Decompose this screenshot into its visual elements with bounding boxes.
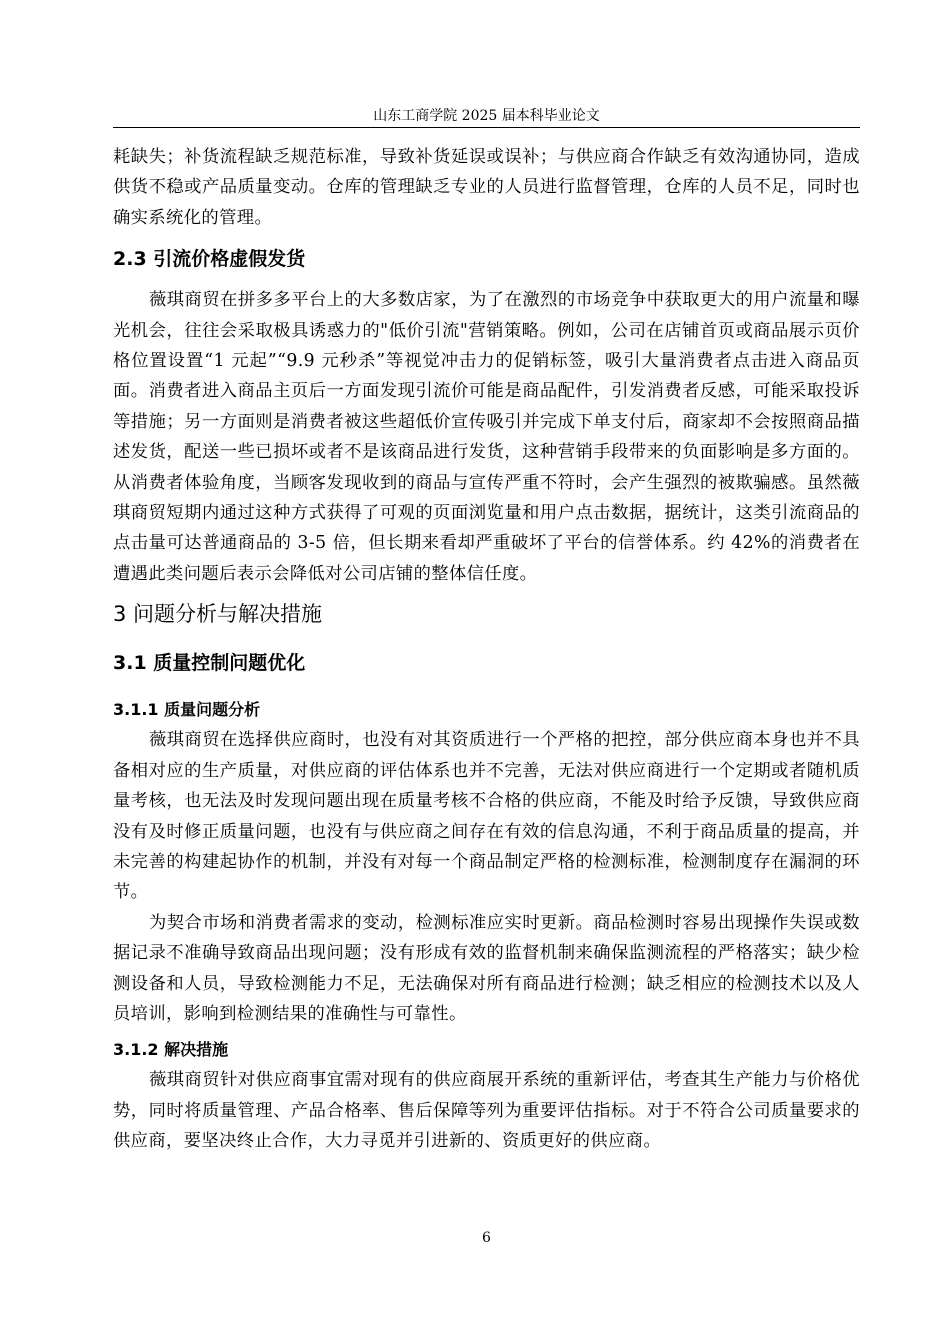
section-2-3-paragraph: 薇琪商贸在拼多多平台上的大多数店家，为了在激烈的市场竞争中获取更大的用户流量和曝光机会，往往会采取极具诱惑力的"低价引流"营销策略。例如，公司在店铺首页或商品展示页价格位置设置“1 元起”“9.9 元秒杀”等视觉冲击力的促销标签，吸引大量消费者点击进入商品页面。消费者进入商品主页后一方面发现引流价可能是商品配件，引发消费者反感，可能采取投诉等措施；另一方面则是消费者被这些超低价宣传吸引并完成下单支付后，商家却不会按照商品描述发货，配送一些已损坏或者不是该商品进行发货，这种营销手段带来的负面影响是多方面的。从消费者体验角度，当顾客发现收到的商品与宣传严重不符时，会产生强烈的被欺骗感。虽然薇琪商贸短期内通过这种方式获得了可观的页面浏览量和用户点击数据，据统计，这类引流商品的点击量可达普通商品的 3-5 倍，但长期来看却严重破坏了平台的信誉体系。约 42%的消费者在遭遇此类问题后表示会降低对公司店铺的整体信任度。 <box>113 290 860 584</box>
subsection-heading-3-1-1: 3.1.1 质量问题分析 <box>113 700 261 720</box>
chapter-heading-3: 3 问题分析与解决措施 <box>113 602 323 627</box>
section-heading-3-1: 3.1 质量控制问题优化 <box>113 652 306 675</box>
section-heading-2-3: 2.3 引流价格虚假发货 <box>113 248 306 271</box>
subsection-3-1-2-paragraph-1: 薇琪商贸针对供应商事宜需对现有的供应商展开系统的重新评估，考查其生产能力与价格优势，同时将质量管理、产品合格率、售后保障等列为重要评估指标。对于不符合公司质量要求的供应商，要坚决终止合作，大力寻觅并引进新的、资质更好的供应商。 <box>113 1070 860 1152</box>
subsection-3-1-1-paragraph-2: 为契合市场和消费者需求的变动，检测标准应实时更新。商品检测时容易出现操作失误或数据记录不准确导致商品出现问题；没有形成有效的监督机制来确保监测流程的严格落实；缺少检测设备和人员，导致检测能力不足，无法确保对所有商品进行检测；缺乏相应的检测技术以及人员培训，影响到检测结果的准确性与可靠性。 <box>113 912 860 1024</box>
subsection-heading-3-1-2: 3.1.2 解决措施 <box>113 1040 229 1060</box>
page-content <box>113 142 860 1157</box>
subsection-3-1-1-paragraph-1: 薇琪商贸在选择供应商时，也没有对其资质进行一个严格的把控，部分供应商本身也并不具备相对应的生产质量，对供应商的评估体系也并不完善，无法对供应商进行一个定期或者随机质量考核，也无法及时发现问题出现在质量考核不合格的供应商，不能及时给予反馈，导致供应商没有及时修正质量问题，也没有与供应商之间存在有效的信息沟通，不利于商品质量的提高，并未完善的构建起协作的机制，并没有对每一个商品制定严格的检测标准，检测制度存在漏洞的环节。 <box>113 730 860 903</box>
page-number: 6 <box>482 1230 491 1246</box>
running-header: 山东工商学院 2025 届本科毕业论文 <box>373 108 600 124</box>
continued-paragraph: 耗缺失；补货流程缺乏规范标准，导致补货延误或误补；与供应商合作缺乏有效沟通协同，造成供货不稳或产品质量变动。仓库的管理缺乏专业的人员进行监督管理，仓库的人员不足，同时也确实系统化的管理。 <box>113 147 860 228</box>
header-rule <box>113 127 860 128</box>
